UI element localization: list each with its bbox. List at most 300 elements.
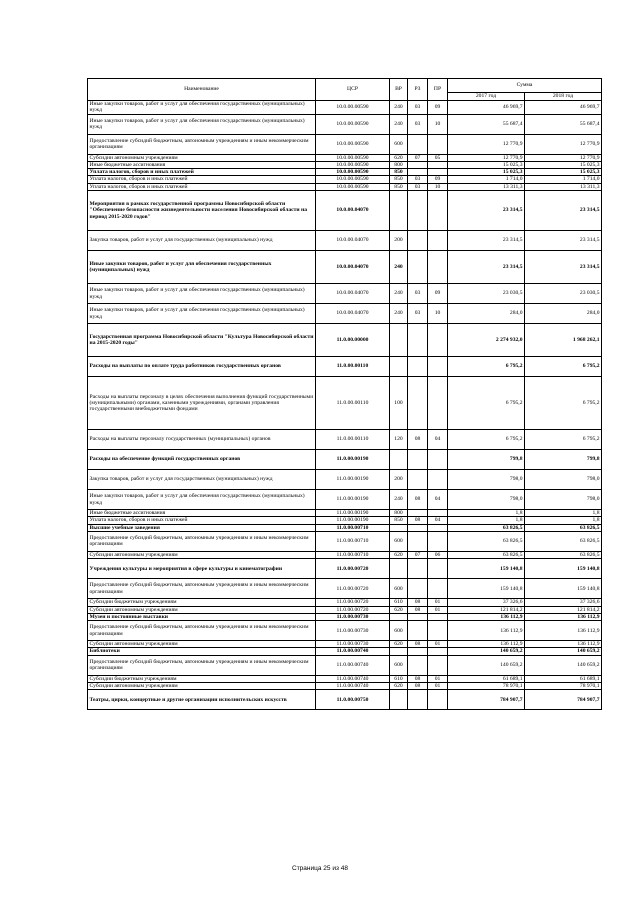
row-pr bbox=[428, 690, 448, 710]
row-vr: 200 bbox=[390, 470, 408, 490]
row-vr: 800 bbox=[390, 510, 408, 517]
row-sum-2018: 799,8 bbox=[525, 450, 602, 470]
row-name: Закупка товаров, работ и услуг для государственных (муниципальных) нужд bbox=[88, 231, 316, 251]
row-pr: 09 bbox=[428, 284, 448, 304]
table-row bbox=[88, 510, 602, 517]
row-csr: 11.0.00.00710 bbox=[316, 531, 390, 551]
row-pr bbox=[428, 559, 448, 579]
row-vr: 850 bbox=[390, 169, 408, 176]
row-sum-2018: 136 112,9 bbox=[525, 641, 602, 648]
row-sum-2018: 159 140,8 bbox=[525, 579, 602, 599]
row-sum-2018: 61 689,1 bbox=[525, 675, 602, 682]
row-pr bbox=[428, 531, 448, 551]
row-rz: 03 bbox=[408, 183, 428, 190]
row-pr bbox=[428, 191, 448, 231]
table-row bbox=[88, 231, 602, 251]
row-name: Субсидии бюджетным учреждениям bbox=[88, 675, 316, 682]
table-row bbox=[88, 324, 602, 357]
row-rz bbox=[408, 357, 428, 377]
row-sum-2017: 159 140,8 bbox=[448, 579, 525, 599]
table-row bbox=[88, 559, 602, 579]
table-row bbox=[88, 183, 602, 190]
row-sum-2017: 136 112,9 bbox=[448, 613, 525, 620]
row-pr bbox=[428, 161, 448, 168]
row-sum-2017: 136 112,9 bbox=[448, 621, 525, 641]
row-rz bbox=[408, 621, 428, 641]
row-pr: 10 bbox=[428, 114, 448, 134]
row-sum-2017: 2 274 932,0 bbox=[448, 324, 525, 357]
row-vr: 600 bbox=[390, 621, 408, 641]
row-vr: 620 bbox=[390, 606, 408, 613]
row-rz: 07 bbox=[408, 551, 428, 558]
row-sum-2017: 140 659,2 bbox=[448, 655, 525, 675]
row-rz: 03 bbox=[408, 284, 428, 304]
row-csr: 11.0.00.00110 bbox=[316, 430, 390, 450]
row-rz bbox=[408, 450, 428, 470]
row-rz bbox=[408, 524, 428, 531]
row-csr: 10.0.00.00590 bbox=[316, 114, 390, 134]
row-sum-2018: 1 714,0 bbox=[525, 176, 602, 183]
row-sum-2017: 23 314,5 bbox=[448, 251, 525, 284]
row-csr: 10.0.00.04070 bbox=[316, 251, 390, 284]
row-pr bbox=[428, 357, 448, 377]
row-csr: 11.0.00.00190 bbox=[316, 450, 390, 470]
row-name: Субсидии автономным учреждениям bbox=[88, 551, 316, 558]
row-name: Иные закупки товаров, работ и услуг для обеспечения государственных (муниципальных) нужд bbox=[88, 284, 316, 304]
row-rz: 08 bbox=[408, 490, 428, 510]
row-sum-2017: 284,0 bbox=[448, 304, 525, 324]
row-csr: 11.0.00.00710 bbox=[316, 524, 390, 531]
row-pr bbox=[428, 324, 448, 357]
row-pr: 01 bbox=[428, 683, 448, 690]
row-sum-2018: 15 025,3 bbox=[525, 161, 602, 168]
row-rz: 08 bbox=[408, 430, 428, 450]
row-csr: 11.0.00.00000 bbox=[316, 324, 390, 357]
table-row bbox=[88, 579, 602, 599]
row-pr bbox=[428, 169, 448, 176]
row-sum-2018: 12 770,9 bbox=[525, 154, 602, 161]
row-csr: 11.0.00.00740 bbox=[316, 683, 390, 690]
row-vr: 240 bbox=[390, 251, 408, 284]
row-csr: 11.0.00.00720 bbox=[316, 599, 390, 606]
row-name: Расходы на выплаты персоналу государственных (муниципальных) органов bbox=[88, 430, 316, 450]
row-rz bbox=[408, 161, 428, 168]
row-sum-2017: 799,8 bbox=[448, 450, 525, 470]
row-rz bbox=[408, 470, 428, 490]
row-pr bbox=[428, 648, 448, 655]
row-sum-2018: 136 112,9 bbox=[525, 613, 602, 620]
row-rz bbox=[408, 648, 428, 655]
row-vr bbox=[390, 690, 408, 710]
row-sum-2018: 140 659,2 bbox=[525, 648, 602, 655]
row-sum-2018: 1,8 bbox=[525, 510, 602, 517]
row-name: Иные закупки товаров, работ и услуг для обеспечения государственных (муниципальных) нужд bbox=[88, 490, 316, 510]
table-row bbox=[88, 251, 602, 284]
row-sum-2018: 63 826,5 bbox=[525, 524, 602, 531]
row-vr: 620 bbox=[390, 551, 408, 558]
row-csr: 10.0.00.00590 bbox=[316, 176, 390, 183]
row-sum-2017: 37 326,6 bbox=[448, 599, 525, 606]
row-sum-2017: 15 025,3 bbox=[448, 169, 525, 176]
row-name: Библиотеки bbox=[88, 648, 316, 655]
row-pr bbox=[428, 579, 448, 599]
row-rz bbox=[408, 377, 428, 430]
row-name: Предоставление субсидий бюджетным, автономным учреждениям и иным некоммерческим организациям bbox=[88, 531, 316, 551]
row-sum-2018: 784 907,7 bbox=[525, 690, 602, 710]
row-name: Иные закупки товаров, работ и услуг для обеспечения государственных (муниципальных) нужд bbox=[88, 101, 316, 115]
row-rz: 07 bbox=[408, 154, 428, 161]
row-name: Иные закупки товаров, работ и услуг для обеспечения государственных (муниципальных) нужд bbox=[88, 304, 316, 324]
table-row bbox=[88, 134, 602, 154]
row-sum-2018: 15 025,3 bbox=[525, 169, 602, 176]
row-name: Субсидии бюджетным учреждениям bbox=[88, 599, 316, 606]
row-sum-2018: 13 311,3 bbox=[525, 183, 602, 190]
row-vr: 850 bbox=[390, 183, 408, 190]
row-pr bbox=[428, 510, 448, 517]
row-name: Субсидии автономным учреждениям bbox=[88, 606, 316, 613]
row-pr: 04 bbox=[428, 490, 448, 510]
table-row bbox=[88, 450, 602, 470]
row-rz bbox=[408, 690, 428, 710]
table-row bbox=[88, 621, 602, 641]
row-rz bbox=[408, 655, 428, 675]
table-row bbox=[88, 154, 602, 161]
row-pr bbox=[428, 524, 448, 531]
row-sum-2017: 6 795,2 bbox=[448, 430, 525, 450]
table-body bbox=[88, 101, 602, 710]
row-sum-2018: 46 969,7 bbox=[525, 101, 602, 115]
row-rz bbox=[408, 613, 428, 620]
row-rz: 08 bbox=[408, 683, 428, 690]
table-row bbox=[88, 470, 602, 490]
row-csr: 11.0.00.00190 bbox=[316, 517, 390, 524]
row-vr bbox=[390, 559, 408, 579]
col-header-2017: 2017 год bbox=[448, 93, 525, 101]
row-sum-2017: 136 112,9 bbox=[448, 641, 525, 648]
table-row bbox=[88, 517, 602, 524]
row-rz bbox=[408, 134, 428, 154]
row-vr: 240 bbox=[390, 284, 408, 304]
row-pr bbox=[428, 377, 448, 430]
row-vr: 620 bbox=[390, 641, 408, 648]
row-sum-2017: 63 826,5 bbox=[448, 524, 525, 531]
row-sum-2018: 37 326,6 bbox=[525, 599, 602, 606]
row-vr bbox=[390, 613, 408, 620]
table-row bbox=[88, 161, 602, 168]
row-name: Расходы на обеспечение функций государственных органов bbox=[88, 450, 316, 470]
table-row bbox=[88, 304, 602, 324]
row-sum-2018: 6 795,2 bbox=[525, 357, 602, 377]
row-sum-2017: 12 770,9 bbox=[448, 154, 525, 161]
row-csr: 10.0.00.04070 bbox=[316, 231, 390, 251]
table-row bbox=[88, 191, 602, 231]
row-name: Иные закупки товаров, работ и услуг для обеспечения государственных (муниципальных) нужд bbox=[88, 251, 316, 284]
row-vr: 610 bbox=[390, 599, 408, 606]
row-sum-2017: 23 314,5 bbox=[448, 231, 525, 251]
row-pr: 04 bbox=[428, 517, 448, 524]
table-row bbox=[88, 599, 602, 606]
row-csr: 11.0.00.00110 bbox=[316, 357, 390, 377]
row-vr: 240 bbox=[390, 114, 408, 134]
row-csr: 10.0.00.00590 bbox=[316, 161, 390, 168]
page-footer: Страница 25 из 48 bbox=[292, 865, 348, 872]
table-row bbox=[88, 613, 602, 620]
col-header-rz: РЗ bbox=[408, 79, 428, 101]
row-name: Предоставление субсидий бюджетным, автономным учреждениям и иным некоммерческим организациям bbox=[88, 655, 316, 675]
row-pr bbox=[428, 251, 448, 284]
row-sum-2017: 15 025,3 bbox=[448, 161, 525, 168]
row-name: Предоставление субсидий бюджетным, автономным учреждениям и иным некоммерческим организациям bbox=[88, 134, 316, 154]
row-csr: 11.0.00.00710 bbox=[316, 551, 390, 558]
col-header-vr: ВР bbox=[390, 79, 408, 101]
row-name: Иные бюджетные ассигнования bbox=[88, 510, 316, 517]
row-sum-2017: 23 314,5 bbox=[448, 191, 525, 231]
row-csr: 11.0.00.00110 bbox=[316, 377, 390, 430]
table-row bbox=[88, 675, 602, 682]
col-header-sum: Сумма bbox=[448, 79, 602, 93]
table-row bbox=[88, 377, 602, 430]
row-sum-2018: 12 770,9 bbox=[525, 134, 602, 154]
table-row bbox=[88, 176, 602, 183]
row-vr: 850 bbox=[390, 176, 408, 183]
row-pr bbox=[428, 621, 448, 641]
row-vr bbox=[390, 357, 408, 377]
row-sum-2017: 12 770,9 bbox=[448, 134, 525, 154]
row-rz bbox=[408, 231, 428, 251]
table-row bbox=[88, 690, 602, 710]
row-rz bbox=[408, 191, 428, 231]
row-vr bbox=[390, 324, 408, 357]
table-row bbox=[88, 551, 602, 558]
row-rz: 08 bbox=[408, 675, 428, 682]
row-csr: 11.0.00.00730 bbox=[316, 641, 390, 648]
row-pr bbox=[428, 470, 448, 490]
row-rz: 08 bbox=[408, 517, 428, 524]
row-pr: 10 bbox=[428, 183, 448, 190]
table-row bbox=[88, 655, 602, 675]
row-sum-2018: 55 687,4 bbox=[525, 114, 602, 134]
row-sum-2018: 136 112,9 bbox=[525, 621, 602, 641]
row-sum-2018: 1,8 bbox=[525, 517, 602, 524]
row-rz bbox=[408, 510, 428, 517]
row-vr: 620 bbox=[390, 683, 408, 690]
row-rz: 03 bbox=[408, 101, 428, 115]
row-rz bbox=[408, 324, 428, 357]
row-sum-2018: 23 030,5 bbox=[525, 284, 602, 304]
row-sum-2018: 6 795,2 bbox=[525, 430, 602, 450]
row-csr: 11.0.00.00740 bbox=[316, 675, 390, 682]
row-rz: 08 bbox=[408, 606, 428, 613]
row-pr bbox=[428, 613, 448, 620]
row-rz bbox=[408, 169, 428, 176]
row-sum-2018: 23 314,5 bbox=[525, 251, 602, 284]
row-name: Уплата налогов, сборов и иных платежей bbox=[88, 183, 316, 190]
row-name: Расходы на выплаты по оплате труда работников государственных органов bbox=[88, 357, 316, 377]
row-sum-2017: 46 969,7 bbox=[448, 101, 525, 115]
row-vr bbox=[390, 648, 408, 655]
row-sum-2018: 121 814,2 bbox=[525, 606, 602, 613]
row-vr bbox=[390, 450, 408, 470]
row-pr bbox=[428, 655, 448, 675]
row-pr: 05 bbox=[428, 154, 448, 161]
row-csr: 11.0.00.00190 bbox=[316, 470, 390, 490]
row-csr: 10.0.00.00590 bbox=[316, 154, 390, 161]
row-sum-2018: 1 968 262,1 bbox=[525, 324, 602, 357]
row-sum-2017: 798,0 bbox=[448, 470, 525, 490]
row-vr bbox=[390, 191, 408, 231]
row-vr: 240 bbox=[390, 304, 408, 324]
row-sum-2017: 13 311,3 bbox=[448, 183, 525, 190]
row-name: Театры, цирки, концертные и другие организации исполнительских искусств bbox=[88, 690, 316, 710]
table-row bbox=[88, 648, 602, 655]
row-name: Субсидии автономным учреждениям bbox=[88, 683, 316, 690]
row-pr: 09 bbox=[428, 176, 448, 183]
row-rz bbox=[408, 251, 428, 284]
col-header-pr: ПР bbox=[428, 79, 448, 101]
table-row bbox=[88, 490, 602, 510]
row-vr: 610 bbox=[390, 675, 408, 682]
row-rz: 03 bbox=[408, 114, 428, 134]
row-sum-2018: 798,0 bbox=[525, 470, 602, 490]
row-sum-2017: 1,8 bbox=[448, 517, 525, 524]
row-pr bbox=[428, 450, 448, 470]
row-csr: 11.0.00.00740 bbox=[316, 655, 390, 675]
row-name: Государственная программа Новосибирской области "Культура Новосибирской области на 2015-2020 годы" bbox=[88, 324, 316, 357]
row-sum-2017: 140 659,2 bbox=[448, 648, 525, 655]
row-rz: 08 bbox=[408, 599, 428, 606]
row-sum-2018: 6 795,2 bbox=[525, 377, 602, 430]
row-name: Иные бюджетные ассигнования bbox=[88, 161, 316, 168]
row-name: Закупка товаров, работ и услуг для государственных (муниципальных) нужд bbox=[88, 470, 316, 490]
row-vr: 240 bbox=[390, 490, 408, 510]
row-sum-2017: 23 030,5 bbox=[448, 284, 525, 304]
row-name: Музеи и постоянные выставки bbox=[88, 613, 316, 620]
row-sum-2018: 78 970,1 bbox=[525, 683, 602, 690]
row-vr: 600 bbox=[390, 531, 408, 551]
row-name: Уплата налогов, сборов и иных платежей bbox=[88, 169, 316, 176]
row-pr: 01 bbox=[428, 606, 448, 613]
table-row bbox=[88, 524, 602, 531]
table-row bbox=[88, 101, 602, 115]
row-vr: 600 bbox=[390, 655, 408, 675]
row-sum-2018: 140 659,2 bbox=[525, 655, 602, 675]
row-name: Предоставление субсидий бюджетным, автономным учреждениям и иным некоммерческим организациям bbox=[88, 621, 316, 641]
row-rz: 03 bbox=[408, 176, 428, 183]
row-csr: 11.0.00.00190 bbox=[316, 510, 390, 517]
row-csr: 11.0.00.00720 bbox=[316, 606, 390, 613]
row-sum-2017: 1,8 bbox=[448, 510, 525, 517]
row-pr: 04 bbox=[428, 430, 448, 450]
row-name: Расходы на выплаты персоналу в целях обеспечения выполнения функций государственными (муниципальными) органами, казенными учреждениями, органами управления государственными внебюджетными фондами bbox=[88, 377, 316, 430]
row-name: Иные закупки товаров, работ и услуг для обеспечения государственных (муниципальных) нужд bbox=[88, 114, 316, 134]
row-vr: 120 bbox=[390, 430, 408, 450]
row-name: Предоставление субсидий бюджетным, автономным учреждениям и иным некоммерческим организациям bbox=[88, 579, 316, 599]
row-sum-2018: 63 826,5 bbox=[525, 531, 602, 551]
row-sum-2017: 6 795,2 bbox=[448, 357, 525, 377]
row-sum-2017: 55 687,4 bbox=[448, 114, 525, 134]
row-vr: 600 bbox=[390, 134, 408, 154]
table-row bbox=[88, 531, 602, 551]
row-csr: 10.0.00.04070 bbox=[316, 191, 390, 231]
row-pr: 06 bbox=[428, 551, 448, 558]
row-sum-2017: 784 907,7 bbox=[448, 690, 525, 710]
row-pr: 10 bbox=[428, 304, 448, 324]
row-vr: 600 bbox=[390, 579, 408, 599]
row-name: Высшие учебные заведения bbox=[88, 524, 316, 531]
row-name: Мероприятия в рамках государственной программы Новосибирской области "Обеспечение безопасности жизнедеятельности населения Новосибирской области на период 2015-2020 годов" bbox=[88, 191, 316, 231]
row-sum-2017: 6 795,2 bbox=[448, 377, 525, 430]
budget-table-container bbox=[87, 78, 601, 710]
table-row bbox=[88, 606, 602, 613]
row-vr: 850 bbox=[390, 517, 408, 524]
col-header-2018: 2018 год bbox=[525, 93, 602, 101]
row-rz bbox=[408, 559, 428, 579]
row-csr: 10.0.00.00590 bbox=[316, 169, 390, 176]
table-row bbox=[88, 357, 602, 377]
row-csr: 11.0.00.00720 bbox=[316, 579, 390, 599]
row-pr: 01 bbox=[428, 599, 448, 606]
row-name: Уплата налогов, сборов и иных платежей bbox=[88, 176, 316, 183]
row-vr bbox=[390, 524, 408, 531]
table-row bbox=[88, 683, 602, 690]
row-rz: 03 bbox=[408, 304, 428, 324]
row-name: Учреждения культуры и мероприятия в сфере культуры и кинематографии bbox=[88, 559, 316, 579]
row-sum-2018: 23 314,5 bbox=[525, 191, 602, 231]
row-pr: 09 bbox=[428, 101, 448, 115]
col-header-name: Наименование bbox=[88, 79, 316, 101]
row-csr: 11.0.00.00750 bbox=[316, 690, 390, 710]
row-csr: 10.0.00.04070 bbox=[316, 284, 390, 304]
row-csr: 11.0.00.00740 bbox=[316, 648, 390, 655]
row-sum-2017: 159 140,8 bbox=[448, 559, 525, 579]
row-sum-2018: 284,0 bbox=[525, 304, 602, 324]
row-name: Уплата налогов, сборов и иных платежей bbox=[88, 517, 316, 524]
row-pr: 01 bbox=[428, 675, 448, 682]
row-sum-2018: 159 140,8 bbox=[525, 559, 602, 579]
row-rz: 08 bbox=[408, 641, 428, 648]
row-pr bbox=[428, 231, 448, 251]
col-header-csr: ЦСР bbox=[316, 79, 390, 101]
row-sum-2017: 121 814,2 bbox=[448, 606, 525, 613]
row-vr: 620 bbox=[390, 154, 408, 161]
budget-table bbox=[87, 78, 602, 710]
row-sum-2017: 63 826,5 bbox=[448, 531, 525, 551]
row-csr: 10.0.00.00590 bbox=[316, 101, 390, 115]
row-pr: 01 bbox=[428, 641, 448, 648]
table-row bbox=[88, 169, 602, 176]
row-vr: 240 bbox=[390, 101, 408, 115]
row-vr: 100 bbox=[390, 377, 408, 430]
row-sum-2017: 63 826,5 bbox=[448, 551, 525, 558]
row-csr: 11.0.00.00730 bbox=[316, 621, 390, 641]
row-name: Субсидии автономным учреждениям bbox=[88, 154, 316, 161]
row-csr: 11.0.00.00190 bbox=[316, 490, 390, 510]
row-vr: 800 bbox=[390, 161, 408, 168]
row-sum-2018: 63 826,5 bbox=[525, 551, 602, 558]
row-vr: 200 bbox=[390, 231, 408, 251]
row-csr: 10.0.00.00590 bbox=[316, 183, 390, 190]
table-row bbox=[88, 284, 602, 304]
row-pr bbox=[428, 134, 448, 154]
row-sum-2017: 61 689,1 bbox=[448, 675, 525, 682]
table-row bbox=[88, 641, 602, 648]
row-csr: 11.0.00.00730 bbox=[316, 613, 390, 620]
row-sum-2018: 798,0 bbox=[525, 490, 602, 510]
row-name: Субсидии автономным учреждениям bbox=[88, 641, 316, 648]
row-csr: 10.0.00.04070 bbox=[316, 304, 390, 324]
table-row bbox=[88, 430, 602, 450]
row-rz bbox=[408, 531, 428, 551]
